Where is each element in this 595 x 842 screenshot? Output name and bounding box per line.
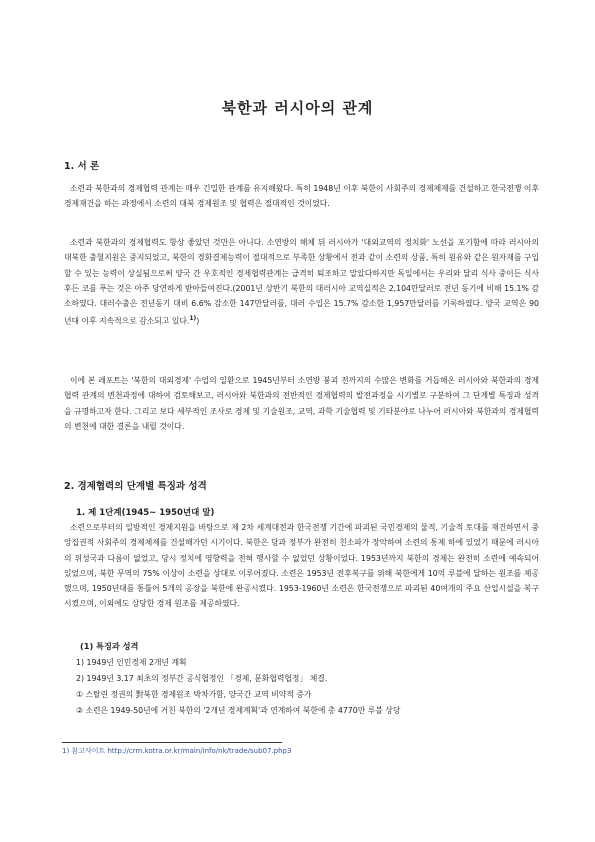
list-item: ① 스탈린 정권의 對북한 경제원조 박차가함, 양국간 교역 비약적 증가: [76, 690, 312, 699]
subsection-heading-stage-1: 1. 제 1단계(1945~ 1950년대 말): [76, 508, 215, 518]
intro-paragraph-1: 소련과 북한과의 경제협력 관계는 매우 긴밀한 관계를 유지해왔다. 특히 1948년 이후 북한이 사회주의 경제체제를 건설하고 한국전쟁 이후 경제재건을 하는 과정에서 소련의 대북 경제원조 및 협력은 절대적인 것이었다.: [64, 184, 539, 209]
subsection-heading-characteristics: (1) 특징과 성격: [80, 641, 139, 651]
intro-paragraph-2: [64, 235, 539, 329]
intro-paragraph-2-text: 소련과 북한과의 경제협력도 항상 좋았던 것만은 아니다. 소연방의 해체 뒤 러시아가 '대외교역의 정치화' 노선을 포기함에 따라 러시아의 대북한 출혈지원은 중지되었고, 북한의 경화결제능력이 절대적으로 부족한 상황에서 전과 같이 소련의 상품, 특히 원유와 같은 원자재를 구입할 수 있는 능력이 상실됨으로써 양국 간 우호적인 경제협력관계는 급격히 퇴조하고 말았다하지만 독일에서는 우리와 달리 식사 중이든 식사 후든 코를 푸는 것은 아주 당연하게 받아들여진다.(2001년 상반기 북한의 대러시아 교역실적은 2,104만달러로 전년 동기에 비해 15.1% 감소하였다. 대러수출은 전년동기 대비 6.6% 감소한 147만달러를, 대러 수입은 15.7% 감소한 1,957만달러를 기록하였다. 양국 교역은 90년대 이후 지속적으로 감소되고 있다.: [64, 238, 539, 327]
list-item: 1) 1949년 인민경제 2개년 계획: [76, 658, 187, 667]
list-item: ② 소련은 1949-50년에 거친 북한의 '2개년 경제계획'과 연계하여 북한에 총 4770만 루블 상당: [76, 706, 401, 715]
stage-1-paragraph: 소련으로부터의 일방적인 경제지원을 바탕으로 제 2차 세계대전과 한국전쟁 기간에 파괴된 국민경제의 물적, 기술적 토대를 재건하면서 중앙집권적 사회주의 경제체제를 건설해가던 시기이다. 북한은 당과 정부가 완전히 친소파가 장악하여 소련의 통제 하에 있었기 때문에 러시아의 위성국과 다름이 없었고, 당시 정치에 영향력을 전혀 행사할 수 없었던 상황이었다. 1953년까지 북한의 경제는 완전히 소련에 예속되어 있었으며, 북한 무역의 75% 이상이 소련을 상대로 이루어졌다. 소련은 1953년 전후복구를 위해 북한에게 10억 루블에 달하는 원조를 제공했으며, 1950년대를 통틀어 5개의 공장을 북한에 완공시켰다. 1953-1960년 소련은 한국전쟁으로 파괴된 40여개의 주요 산업시설을 복구시켰으며, 이외에도 상당한 경제 원조를 제공하였다.: [64, 523, 539, 609]
intro-paragraph-3: 이에 본 레포트는 '북한의 대외경제' 수업의 일환으로 1945년부터 소연방 붕괴 전까지의 수많은 변화를 거듭해온 러시아와 북한과의 경제협력 관계의 변천과정에 대하여 검토해보고, 러시아와 북한과의 전반적인 경제협력의 발전과정을 시기별로 구분하여 그 단계별 특징과 성격을 규명하고자 한다. 그리고 보다 세부적인 조사로 경제 및 기술원조, 교역, 과학 기술협력 및 기타분야로 나누어 러시아와 북한과의 경제협력의 변천에 대한 결론을 내릴 것이다.: [64, 376, 539, 431]
list-item: 2) 1949년 3.17 최초의 정부간 공식협정인 「경제, 문화협력협정」 체결.: [76, 674, 328, 683]
section-heading-introduction: 1. 서 론: [64, 161, 100, 172]
section-heading-economic-cooperation: 2. 경제협력의 단계별 특징과 성격: [64, 481, 207, 492]
intro-paragraph-2-tail: ): [196, 317, 200, 327]
footnote-divider: [62, 742, 282, 743]
footnote-link[interactable]: 1) 참고사이트 http://crm.kotra.or.kr/main/info/nk/trade/sub07.php3: [62, 747, 292, 755]
footnote-ref-1[interactable]: 1): [189, 315, 197, 323]
document-title: 북한과 러시아의 관계: [221, 99, 374, 117]
